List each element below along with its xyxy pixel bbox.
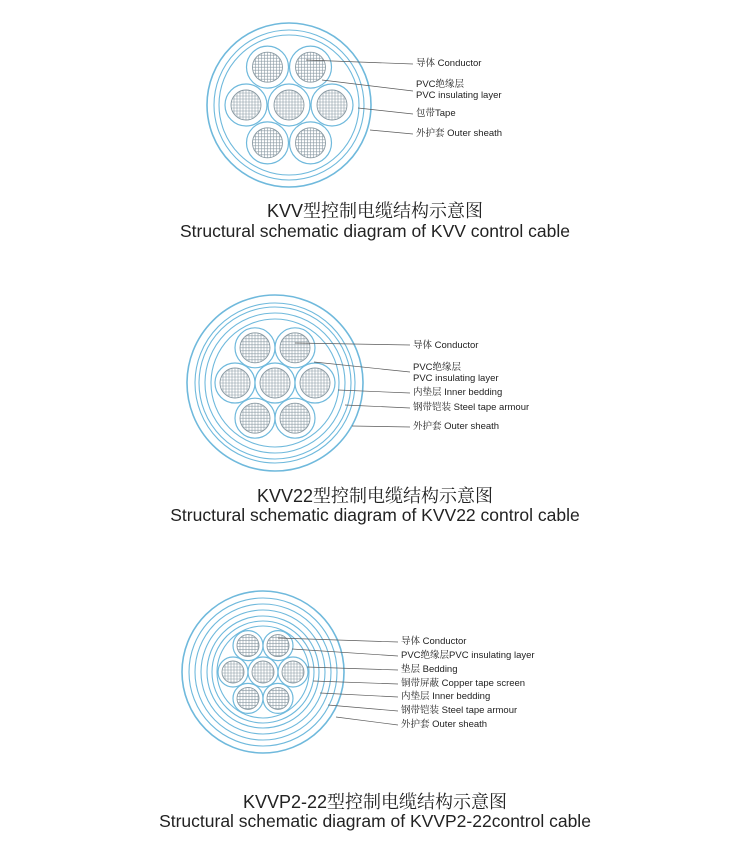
diagram-kvv	[0, 0, 750, 250]
cable-core	[233, 631, 263, 661]
cable-core	[263, 683, 293, 713]
leader-line	[307, 667, 398, 670]
cable-core	[278, 657, 308, 687]
cable-core	[235, 398, 275, 438]
leader-line	[352, 426, 410, 427]
leader-line	[292, 649, 398, 656]
diagram-kvv22	[0, 290, 750, 540]
cable-core	[255, 363, 295, 403]
core-insulation	[263, 683, 293, 713]
caption-kvvp2-22-zh: KVVP2-22型控制电缆结构示意图	[242, 792, 508, 812]
label-steel-tape-armour: 钢带铠装 Steel tape armour	[413, 402, 530, 413]
core-insulation	[263, 631, 293, 661]
label-outer-sheath: 外护套 Outer sheath	[416, 128, 503, 139]
caption-kvv-en: Structural schematic diagram of KVV control cable	[179, 221, 571, 241]
cable-core	[295, 363, 335, 403]
leader-line	[336, 717, 398, 725]
cable-core	[290, 122, 332, 164]
core-insulation	[218, 657, 248, 687]
label-steel-tape-armour: 钢带铠装 Steel tape armour	[401, 705, 518, 716]
cable-core	[268, 84, 310, 126]
label-bedding: 垫层 Bedding	[401, 664, 458, 675]
cable-core	[235, 328, 275, 368]
cable-core	[290, 46, 332, 88]
label-outer-sheath: 外护套 Outer sheath	[413, 421, 500, 432]
leader-line	[320, 693, 398, 697]
cable-core	[247, 122, 289, 164]
core-insulation	[248, 657, 278, 687]
diagram-kvvp2-22	[0, 585, 750, 845]
leader-line	[345, 405, 410, 408]
leader-line	[328, 705, 398, 711]
cable-core	[248, 657, 278, 687]
caption-kvv-zh: KVV型控制电缆结构示意图	[266, 201, 484, 221]
label-inner-bedding: 内垫层 Inner bedding	[413, 387, 503, 398]
label-outer-sheath: 外护套 Outer sheath	[401, 719, 488, 730]
leader-line	[358, 108, 413, 114]
label-tape: 包带Tape	[416, 108, 456, 119]
label-conductor: 导体 Conductor	[416, 58, 482, 69]
leader-line	[370, 130, 413, 134]
label-inner-bedding: 内垫层 Inner bedding	[401, 691, 491, 702]
label-pvc-insulating-layer: PVC绝缘层PVC insulating layer	[401, 650, 535, 661]
cable-core	[215, 363, 255, 403]
label-copper-tape-screen: 铜带屏蔽 Copper tape screen	[401, 678, 526, 689]
label-pvc-insulating-en: PVC insulating layer	[416, 90, 502, 101]
caption-kvv22-zh: KVV22型控制电缆结构示意图	[256, 486, 494, 506]
leader-line	[338, 390, 410, 393]
cable-core	[311, 84, 353, 126]
label-pvc-insulating-en: PVC insulating layer	[413, 373, 499, 384]
caption-kvvp2-22-en: Structural schematic diagram of KVVP2-22control cable	[159, 811, 591, 831]
core-insulation	[233, 683, 263, 713]
label-conductor: 导体 Conductor	[413, 340, 479, 351]
cable-core	[275, 398, 315, 438]
core-insulation	[278, 657, 308, 687]
cable-core	[263, 631, 293, 661]
core-insulation	[233, 631, 263, 661]
leader-line	[313, 681, 398, 684]
caption-kvv22-en: Structural schematic diagram of KVV22 control cable	[170, 505, 580, 525]
label-pvc-insulating-zh: PVC绝缘层	[413, 362, 462, 373]
cable-core	[275, 328, 315, 368]
label-conductor: 导体 Conductor	[401, 636, 467, 647]
cable-core	[233, 683, 263, 713]
label-pvc-insulating-zh: PVC绝缘层	[416, 79, 465, 90]
cable-core	[218, 657, 248, 687]
cable-core	[225, 84, 267, 126]
cable-core	[247, 46, 289, 88]
